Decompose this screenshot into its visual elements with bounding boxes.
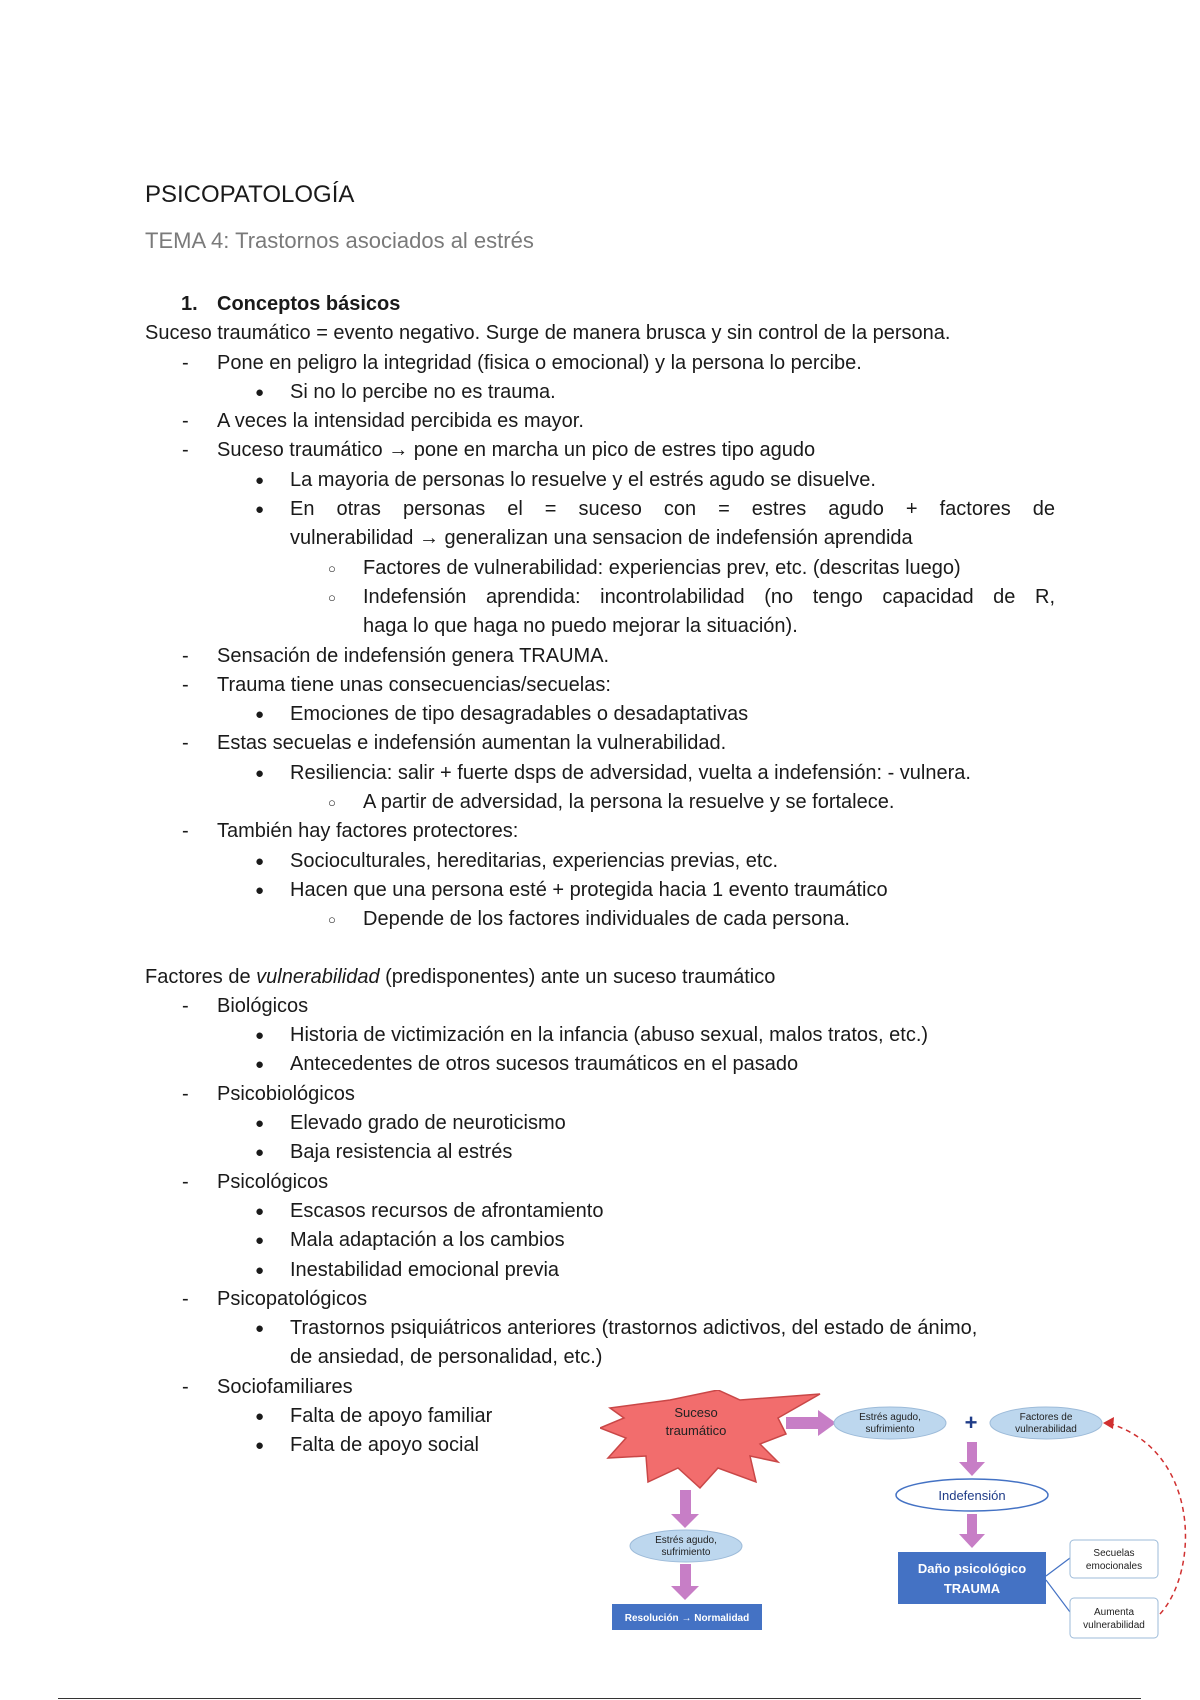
list-item: ● La mayoria de personas lo resuelve y el estrés agudo se disuelve. [255,468,876,491]
document-title: PSICOPATOLOGÍA [145,181,355,208]
list-item: - Sensación de indefensión genera TRAUMA. [182,644,610,667]
list-item: - Sociofamiliares [182,1375,353,1398]
indefension-label: Indefensión [938,1488,1006,1503]
list-item: - Pone en peligro la integridad (fisica o emocional) y la persona lo percibe. [182,351,862,374]
list-item: ○ Depende de los factores individuales de cada persona. [328,908,850,931]
list-item: ● Inestabilidad emocional previa [255,1258,560,1281]
factores-label-1: Factores de [1019,1412,1073,1423]
list-item-continuation: vulnerabilidad → generalizan una sensacion de indefensión aprendida [290,527,913,550]
section-heading: 1. Conceptos básicos [181,293,401,315]
list-item: ● Baja resistencia al estrés [255,1141,513,1164]
list-item: ● Historia de victimización en la infancia (abuso sexual, malos tratos, etc.) [255,1024,929,1047]
document-subtitle: TEMA 4: Trastornos asociados al estrés [145,228,534,253]
plus-sign: + [964,1410,978,1435]
resolucion-label: Resolución → Normalidad [624,1613,750,1624]
list-item: ● Hacen que una persona esté + protegida hacia 1 evento traumático [255,878,888,901]
factores-label-2: vulnerabilidad [1015,1424,1077,1435]
arrow-down-icon [671,1490,699,1528]
aumenta-label-1: Aumenta [1093,1607,1135,1618]
list-item: - Biológicos [182,994,309,1017]
estres-left-label-1: Estrés agudo, [655,1535,717,1546]
list-item: ○ A partir de adversidad, la persona la resuelve y se fortalece. [328,791,895,814]
list-item: - También hay factores protectores: [182,820,519,843]
list-item: ○ Factores de vulnerabilidad: experiencias prev, etc. (descritas luego) [328,556,961,579]
list-item: ● Mala adaptación a los cambios [255,1229,565,1252]
list-item: - Suceso traumático → pone en marcha un pico de estres tipo agudo [182,439,816,462]
aumenta-vulnerabilidad-box [1070,1598,1158,1638]
estres-label-1: Estrés agudo, [859,1412,921,1423]
list-item: ● Si no lo percibe no es trauma. [255,380,556,403]
estres-left-label-2: sufrimiento [661,1547,711,1558]
list-item: ● Elevado grado de neuroticismo [255,1112,566,1135]
section-heading: Factores de vulnerabilidad (predisponentes) ante un suceso traumático [145,965,776,988]
list-item: - Trauma tiene unas consecuencias/secuelas: [182,673,611,696]
dano-label-1: Daño psicológico [917,1561,1027,1576]
estres-label-2: sufrimiento [865,1424,915,1435]
list-item: ● Falta de apoyo familiar [255,1404,493,1427]
arrowhead-icon [1103,1417,1114,1429]
arrow-right-icon [786,1410,836,1436]
list-item: ● Escasos recursos de afrontamiento [255,1199,604,1222]
arrow-down-icon [671,1564,699,1600]
secuelas-label-2: emocionales [1085,1561,1143,1572]
trauma-process-diagram [600,1390,1190,1645]
secuelas-box [1070,1540,1158,1578]
feedback-dashed-arrow [1108,1423,1185,1614]
list-item: ● Socioculturales, hereditarias, experiencias previas, etc. [255,849,779,872]
arrow-down-icon [959,1514,985,1548]
suceso-label-2: traumático [665,1423,727,1438]
suceso-label-1: Suceso [674,1405,718,1420]
list-item: ● En otras personas el = suceso con = estres agudo + factores de [255,498,1055,521]
list-item: - A veces la intensidad percibida es mayor. [182,410,584,433]
list-item: ● Emociones de tipo desagradables o desadaptativas [255,703,749,726]
list-item: ● Resiliencia: salir + fuerte dsps de adversidad, vuelta a indefensión: - vulnera. [255,761,971,784]
paragraph: Suceso traumático = evento negativo. Surge de manera brusca y sin control de la persona. [145,322,951,345]
list-item-continuation: de ansiedad, de personalidad, etc.) [290,1346,603,1369]
list-item: - Psicobiológicos [182,1082,355,1105]
secuelas-label-1: Secuelas [1093,1548,1135,1559]
document-body [145,290,1055,1461]
list-item: ● Antecedentes de otros sucesos traumáticos en el pasado [255,1053,799,1076]
connector-line [1046,1580,1070,1612]
dano-label-2: TRAUMA [943,1581,1001,1596]
list-item: - Psicológicos [182,1170,329,1193]
connector-line [1046,1558,1070,1576]
footer-divider [58,1698,1141,1699]
aumenta-label-2: vulnerabilidad [1083,1620,1145,1631]
list-item: - Psicopatológicos [182,1287,368,1310]
dano-psicologico-box [898,1552,1046,1604]
list-item: - Estas secuelas e indefensión aumentan la vulnerabilidad. [182,732,727,755]
list-item-continuation: haga lo que haga no puedo mejorar la situación). [363,615,798,638]
list-item: ● Trastornos psiquiátricos anteriores (trastornos adictivos, del estado de ánimo, [255,1317,978,1340]
list-item: ● Falta de apoyo social [255,1434,480,1457]
arrow-down-icon [959,1442,985,1476]
list-item: ○ Indefensión aprendida: incontrolabilidad (no tengo capacidad de R, [328,585,1055,608]
